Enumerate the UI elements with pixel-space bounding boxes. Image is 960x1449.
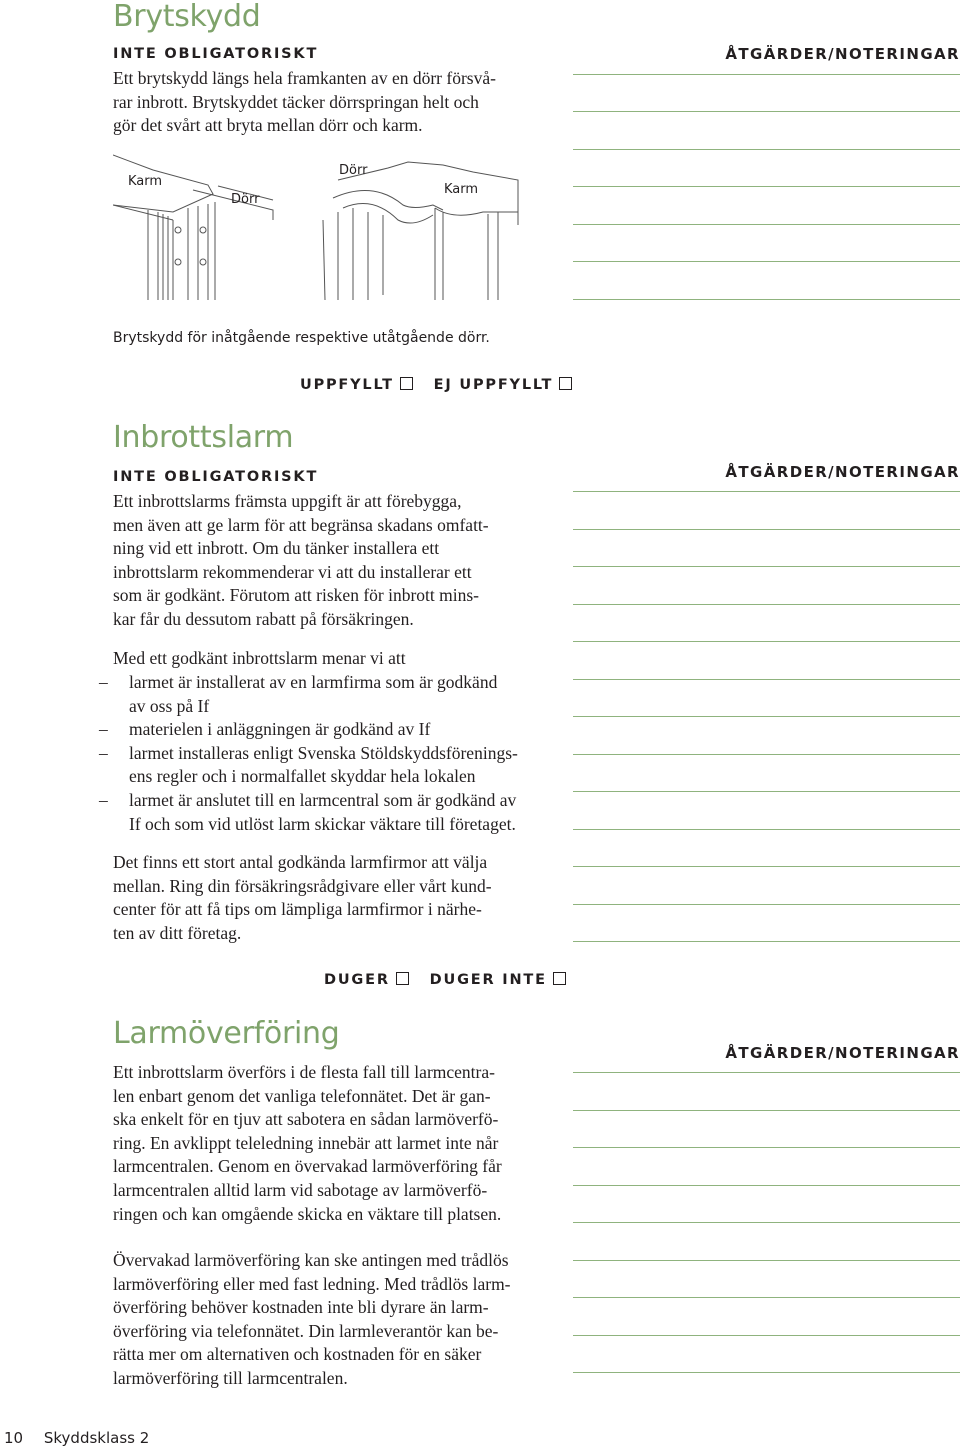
list-item: – larmet är installerat av en larmfirma som är godkänd av oss på If [113, 671, 553, 718]
figure-label-karm-left: Karm [128, 174, 163, 189]
inbrottslarm-list-intro: Med ett godkänt inbrottslarm menar vi att [113, 648, 406, 668]
text-line: larmcentralen alltid larm vid sabotage av larmöverfö- [113, 1179, 488, 1200]
notes-area-inbrottslarm [573, 440, 960, 960]
figure-label-karm-right: Karm [444, 182, 479, 197]
text-line: Ett brytskydd längs hela framkanten av en dörr försvå- [113, 68, 496, 88]
text-line: ska enkelt för en tjuv att sabotera en sådan larmöverfö- [113, 1109, 499, 1130]
list-item: – larmet installeras enligt Svenska Stöldskyddsförenings- ens regler och i normalfallet skyddar hela lokalen [113, 742, 553, 789]
text-line: larmcentralen. Genom en övervakad larmöverföring får [113, 1156, 502, 1177]
footer-text: Skyddsklass 2 [43, 1429, 150, 1447]
ej-uppfyllt-label: EJ UPPFYLLT [433, 377, 554, 393]
larmoverforing-para1 [113, 1061, 553, 1226]
text-line: center för att få tips om lämpliga larmfirmor i närhe- [113, 899, 482, 920]
text-line: rar inbrott. Brytskyddet täcker dörrspringan helt och [113, 91, 479, 112]
ej-uppfyllt-checkbox[interactable] [559, 377, 572, 390]
text-line: ringen och kan omgående skicka en väktare till platsen. [113, 1203, 502, 1224]
text-line: ning vid ett inbrott. Om du tänker installera ett [113, 538, 440, 559]
duger-inte-label: DUGER INTE [429, 972, 547, 988]
text-line: ten av ditt företag. [113, 922, 242, 943]
notes-title-brytskydd: ÅTGÄRDER/NOTERINGAR [725, 45, 960, 63]
duger-inte-checkbox[interactable] [553, 972, 566, 985]
duger-checkbox[interactable] [396, 972, 409, 985]
footer [4, 1429, 149, 1447]
notes-title-inbrottslarm: ÅTGÄRDER/NOTERINGAR [725, 463, 960, 481]
figure-caption: Brytskydd för inåtgående respektive utåtgående dörr. [113, 330, 490, 346]
uppfyllt-label: UPPFYLLT [300, 377, 394, 393]
notes-area-brytskydd [573, 0, 960, 320]
text-line: kar får du dessutom rabatt på försäkringen. [113, 608, 414, 629]
text-line: överföring behöver kostnaden inte bli dyrare än larm- [113, 1297, 489, 1318]
inbrottslarm-check-row [324, 972, 566, 988]
page-number: 10 [4, 1429, 24, 1447]
text-line: mellan. Ring din försäkringsrådgivare eller vårt kund- [113, 875, 492, 896]
text-line: rätta mer om alternativen och kostnaden för en säker [113, 1344, 482, 1365]
figure-label-dorr-right: Dörr [339, 163, 368, 178]
duger-label: DUGER [324, 972, 390, 988]
inbrottslarm-kicker: INTE OBLIGATORISKT [113, 469, 319, 485]
text-line: överföring via telefonnätet. Din larmleverantör kan be- [113, 1320, 499, 1341]
text-line: larmöverföring eller med fast ledning. Med trådlös larm- [113, 1273, 511, 1294]
inbrottslarm-para2 [113, 851, 553, 945]
inbrottslarm-requirements-list [113, 671, 553, 836]
section-title-brytskydd: Brytskydd [113, 0, 261, 34]
text-line: len enbart genom det vanliga telefonnätet. Det är gan- [113, 1085, 491, 1106]
text-line: inbrottslarm rekommenderar vi att du installerar ett [113, 561, 472, 582]
uppfyllt-checkbox[interactable] [400, 377, 413, 390]
text-line: ring. En avklippt teleledning innebär att larmet inte når [113, 1132, 499, 1153]
brytskydd-body [113, 67, 553, 138]
larmoverforing-para2 [113, 1249, 553, 1391]
text-line: som är godkänt. Förutom att risken för inbrott mins- [113, 585, 479, 606]
text-line: men även att ge larm för att begränsa skadans omfatt- [113, 514, 489, 535]
brytskydd-check-row [300, 377, 572, 393]
section-title-larmoverforing: Larmöverföring [113, 1016, 340, 1051]
list-item: – larmet är anslutet till en larmcentral som är godkänd av If och som vid utlöst larm skickar väktare till företaget. [113, 789, 553, 836]
list-item: – materielen i anläggningen är godkänd av If [113, 718, 553, 742]
text-line: gör det svårt att bryta mellan dörr och karm. [113, 115, 423, 136]
brytskydd-kicker: INTE OBLIGATORISKT [113, 46, 319, 62]
text-line: Övervakad larmöverföring kan ske antingen med trådlös [113, 1250, 509, 1270]
section-title-inbrottslarm: Inbrottslarm [113, 420, 294, 455]
text-line: Det finns ett stort antal godkända larmfirmor att välja [113, 852, 488, 872]
inbrottslarm-para1 [113, 490, 543, 632]
figure-label-dorr-left: Dörr [231, 192, 260, 207]
text-line: larmöverföring till larmcentralen. [113, 1367, 348, 1388]
brytskydd-illustration [113, 150, 523, 310]
text-line: Ett inbrottslarms främsta uppgift är att förebygga, [113, 491, 462, 511]
notes-area-larmoverforing [573, 1030, 960, 1390]
text-line: Ett inbrottslarm överförs i de flesta fall till larmcentra- [113, 1062, 495, 1082]
notes-title-larmoverforing: ÅTGÄRDER/NOTERINGAR [725, 1044, 960, 1062]
